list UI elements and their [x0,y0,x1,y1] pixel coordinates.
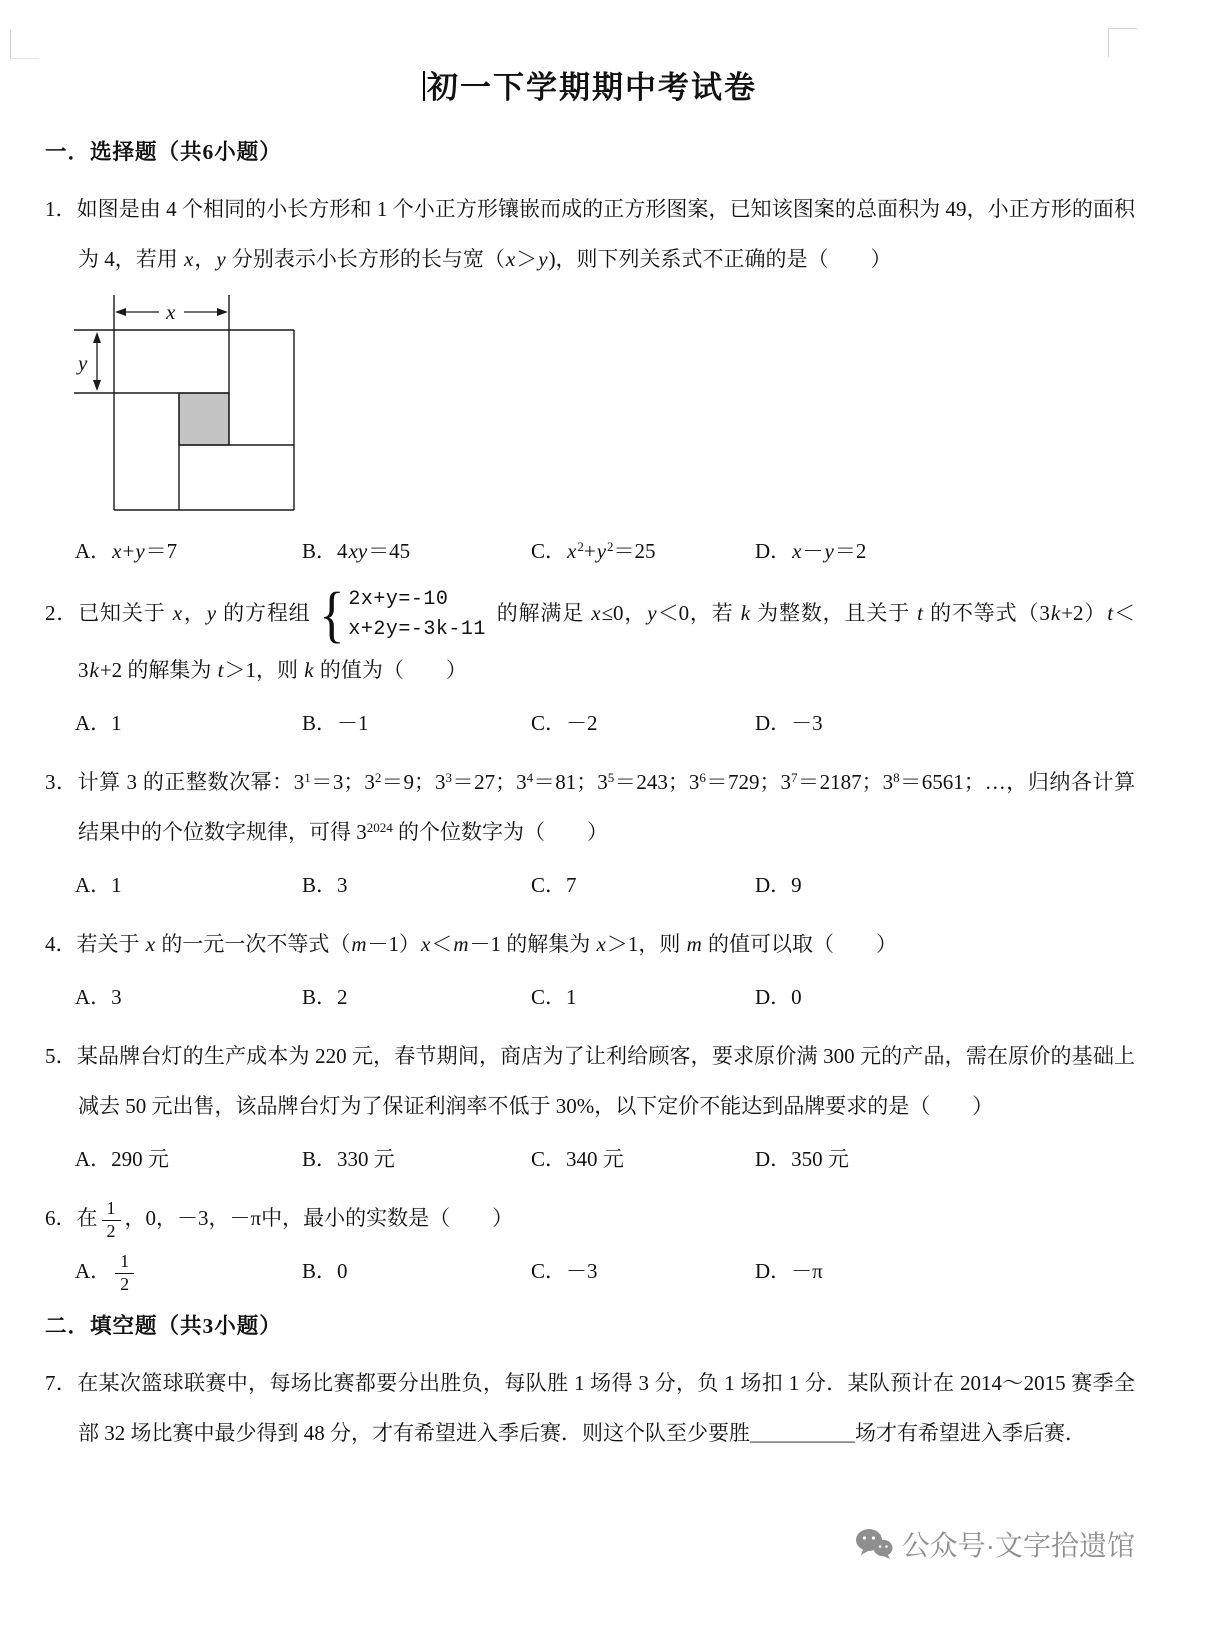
question-4-option-a: A．3 [75,985,122,1009]
question-2-option-c: C．－2 [531,711,598,735]
page-title [45,62,1135,107]
question-1-option-b: B．4xy＝45 [302,539,411,563]
section-heading-multiple-choice: 一．选择题（共6小题） [45,140,282,164]
question-6-options [45,1243,1135,1299]
equation-line-2: x+2y=-3k-11 [348,618,486,641]
question-3-text: 3．计算 3 的正整数次幂：$3^1=3$；$3^2=9$；$3^3=27$；$3^4=81$；$3^5=243$；$3^6=729$；$3^7=2187$；$3^8=6561$；…，归纳各计算结果中的个位数字规律，可得 $3^{2024}$ 的个位数字为（ ） [45,770,1136,844]
y-dimension-label: y [78,351,88,375]
section-heading-fill-blank: 二．填空题（共3小题） [45,1314,282,1338]
question-5-option-a: A．290 元 [75,1147,169,1171]
question-2-option-a: A．1 [75,711,122,735]
question-3 [45,757,1135,913]
watermark-text: 公众号·文字拾遗馆 [901,1530,1135,1561]
question-1-option-a: A．x+y＝7 [75,539,178,563]
system-brace: { [318,580,345,649]
question-2-text-post: 的解满足 x≤0，y＜0，若 k 为整数，且关于 t 的不等式（3k+2）t＜3k+2 的解集为 t＞1，则 k 的值为（ ） [78,600,1136,682]
page-corner-mark-left [10,30,39,59]
question-4-option-d: D．0 [755,985,802,1009]
question-5-option-d: D．350 元 [755,1147,849,1171]
question-2 [45,580,1136,751]
question-3-option-a: A．1 [75,873,122,897]
equation-line-1: 2x+y=-10 [348,588,449,611]
page-corner-mark-right [1108,28,1137,57]
question-4-options [45,969,1135,1025]
question-5-option-c: C．340 元 [531,1147,624,1171]
question-3-option-c: C．7 [531,873,577,897]
pinwheel-square-diagram [69,290,321,518]
arrowhead-down [93,380,101,391]
question-2-text-pre: 2．已知关于 x，y 的方程组 [45,600,311,625]
question-1-option-c: C．$x^2+y^2=25$ [531,539,656,563]
question-4-option-b: B．2 [302,985,348,1009]
question-1 [45,184,1135,579]
question-7 [45,1358,1135,1458]
question-6-option-b: B．0 [302,1259,348,1283]
question-5-option-b: B．330 元 [302,1147,395,1171]
wechat-icon [855,1528,893,1560]
question-2-option-d: D．－3 [755,711,823,735]
equation-lines [348,585,486,645]
question-3-options [45,857,1135,913]
question-1-figure [69,290,1135,523]
watermark [855,1524,1135,1564]
arrowhead-up [93,332,101,343]
question-3-option-b: B．3 [302,873,348,897]
question-2-options [45,695,1135,751]
arrowhead-right [217,308,228,316]
text-cursor [423,71,425,101]
question-2-text [45,580,1136,695]
equation-system [317,580,486,649]
question-7-text: 7．在某次篮球联赛中，每场比赛都要分出胜负，每队胜 1 场得 3 分，负 1 场扣 1 分．某队预计在 2014～2015 赛季全部 32 场比赛中最少得到 48 分，才有希望进入季后赛．则这个队至少要胜＿＿＿＿＿场才有希望进入季后赛． [45,1371,1135,1445]
question-1-text: 1．如图是由 4 个相同的小长方形和 1 个小正方形镶嵌而成的正方形图案，已知该图案的总面积为 49，小正方形的面积为 4，若用 x，y 分别表示小长方形的长与宽（x＞y)，则下列关系式不正确的是（ ） [45,197,1135,271]
question-4 [45,919,1135,1025]
x-dimension-label: x [166,300,176,324]
question-6-text: 6．在 $\frac{1}{2}$ ，0，－3，－π中，最小的实数是（ ） [45,1197,514,1242]
shaded-center-square [179,393,229,445]
question-4-text: 4．若关于 x 的一元一次不等式（m－1）x＜m－1 的解集为 x＞1，则 m 的值可以取（ ） [45,932,897,956]
question-1-options [45,523,1135,579]
question-3-option-d: D．9 [755,873,802,897]
question-5 [45,1031,1135,1187]
question-5-text: 5．某品牌台灯的生产成本为 220 元，春节期间，商店为了让利给顾客，要求原价满 300 元的产品，需在原价的基础上减去 50 元出售，该品牌台灯为了保证利润率不低于 30%，以下定价不能达到品牌要求的是（ ） [45,1044,1135,1118]
question-1-option-d: D．x－y＝2 [755,539,867,563]
question-6-option-c: C．－3 [531,1259,598,1283]
question-2-option-b: B．－1 [302,711,369,735]
question-6 [45,1193,1135,1299]
question-5-options [45,1131,1135,1187]
question-4-option-c: C．1 [531,985,577,1009]
question-6-option-a: A． $\frac{1}{2}$ [75,1243,302,1299]
arrowhead-left [115,308,126,316]
question-6-option-d: D．－π [755,1259,823,1283]
page-title-text: 初一下学期期中考试卷 [427,70,757,105]
